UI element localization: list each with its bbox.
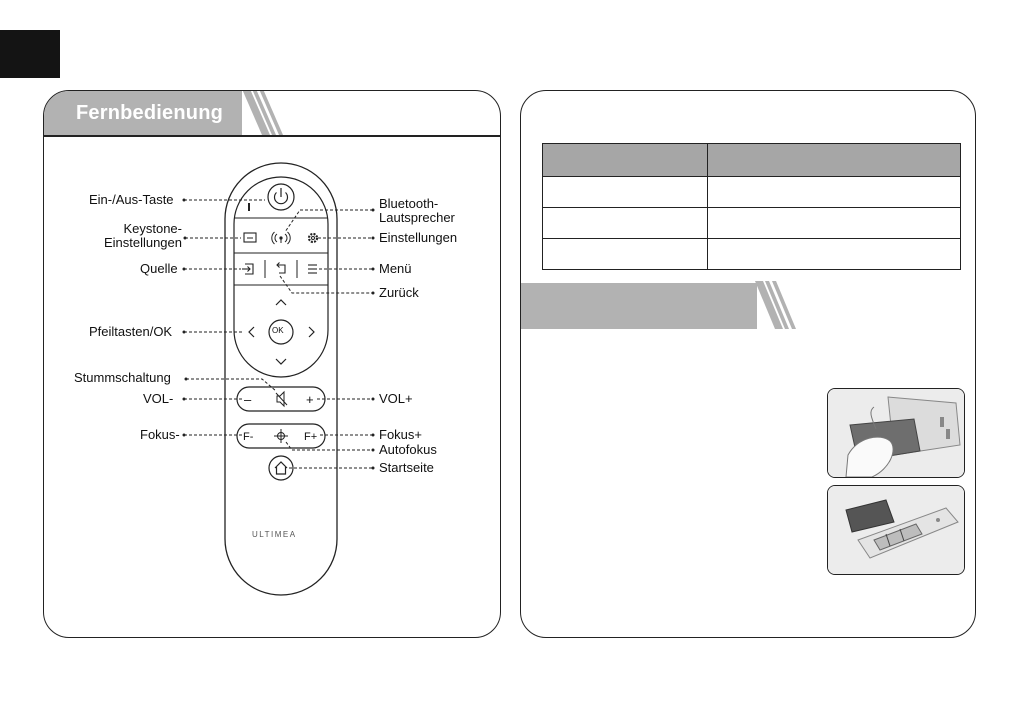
table-cell <box>708 177 961 208</box>
table-row <box>543 208 961 239</box>
hand-opening-remote-illustration <box>828 389 964 477</box>
remote-brand-logo: ULTIMEA <box>252 530 297 539</box>
source-icon <box>242 264 253 274</box>
label-bluetooth-line2: Lautsprecher <box>379 210 455 225</box>
battery-compartment-illustration <box>828 486 964 574</box>
arrow-down-icon <box>276 359 286 364</box>
label-menu: Menü <box>379 261 412 276</box>
keystone-icon <box>244 233 256 242</box>
bluetooth-speaker-icon <box>272 232 290 244</box>
label-vol-plus: VOL+ <box>379 391 413 406</box>
table-cell <box>543 239 708 270</box>
menu-icon <box>308 265 317 273</box>
label-source: Quelle <box>140 261 178 276</box>
vol-minus-button-label: – <box>244 392 252 407</box>
specs-battery-panel <box>520 90 976 638</box>
table-cell <box>543 177 708 208</box>
settings-gear-icon <box>309 234 317 242</box>
label-back: Zurück <box>379 285 419 300</box>
label-home: Startseite <box>379 460 434 475</box>
label-settings: Einstellungen <box>379 230 458 245</box>
label-vol-minus: VOL- <box>143 391 174 406</box>
label-focus-plus: Fokus+ <box>379 427 422 442</box>
vol-plus-button-label: + <box>306 392 314 407</box>
label-bluetooth-line1: Bluetooth- <box>379 196 439 211</box>
table-header-cell <box>543 144 708 177</box>
table-header-row <box>543 144 961 177</box>
arrow-left-icon <box>249 327 254 337</box>
power-indicator-light <box>248 203 250 211</box>
focus-plus-button-label: F+ <box>304 431 318 443</box>
battery-compartment-image <box>827 485 965 575</box>
specs-table <box>542 143 961 270</box>
table-cell <box>708 239 961 270</box>
table-cell <box>543 208 708 239</box>
arrow-right-icon <box>309 327 314 337</box>
ok-button-label: OK <box>272 326 284 335</box>
mute-icon <box>276 392 287 406</box>
focus-minus-button-label: F- <box>243 431 254 443</box>
label-arrows-ok: Pfeiltasten/OK <box>89 324 173 339</box>
banner-stripes-decoration <box>755 281 805 331</box>
arrow-up-icon <box>276 300 286 305</box>
power-button <box>268 184 294 210</box>
battery-section-banner <box>520 283 757 329</box>
table-header-cell <box>708 144 961 177</box>
table-row <box>543 239 961 270</box>
autofocus-icon <box>274 429 288 443</box>
label-keystone-line1: Keystone- <box>123 221 182 236</box>
label-focus-minus: Fokus- <box>140 427 180 442</box>
back-icon <box>277 263 285 274</box>
battery-cover-removal-image <box>827 388 965 478</box>
table-cell <box>708 208 961 239</box>
section-title: Fernbedienung <box>76 102 224 124</box>
label-autofocus: Autofokus <box>379 442 437 457</box>
table-row <box>543 177 961 208</box>
label-mute: Stummschaltung <box>74 370 171 385</box>
label-power: Ein-/Aus-Taste <box>89 192 174 207</box>
label-keystone-line2: Einstellungen <box>103 235 182 250</box>
